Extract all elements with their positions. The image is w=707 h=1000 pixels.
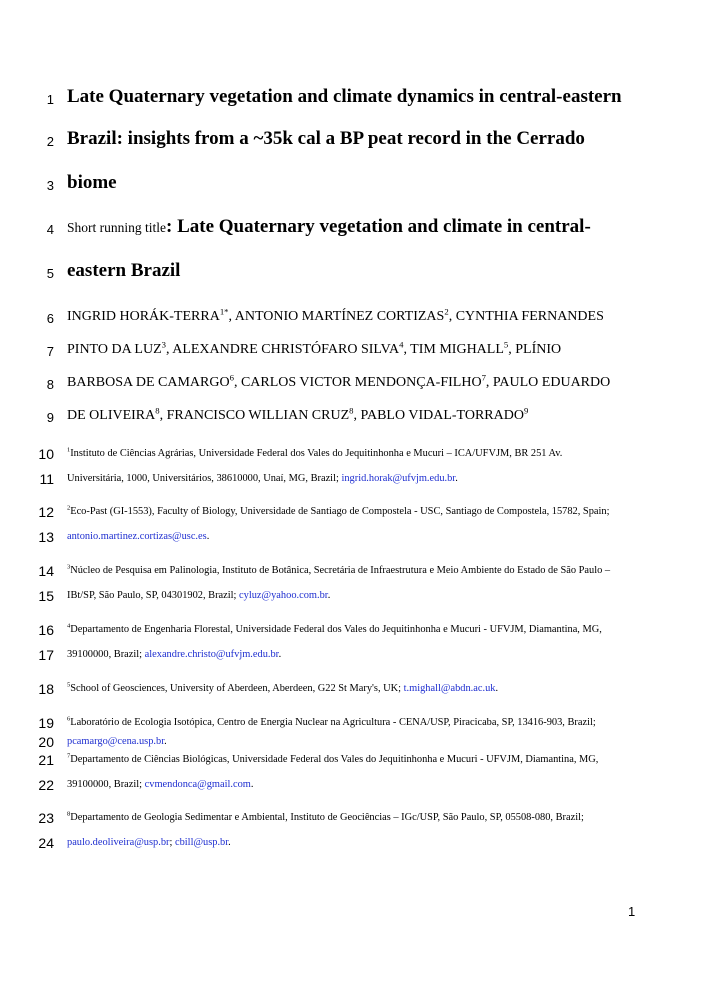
period: . [455,473,458,484]
line-number: 13 [38,529,54,545]
author-name: , ANTONIO MARTÍNEZ CORTIZAS [228,309,445,324]
author-list [67,405,529,424]
affil-marker: 2 [67,504,71,512]
affiliation [67,590,330,601]
author-affil-marker: 5 [503,339,509,350]
short-title-text: eastern Brazil [67,260,181,281]
author-affil-marker: 7 [481,372,486,383]
affil-marker: 1 [67,446,71,454]
period: . [228,837,231,848]
email-link[interactable]: antonio.martinez.cortizas@usc.es [67,531,207,542]
affiliation [67,473,458,484]
line-number: 19 [38,715,54,731]
line-number: 15 [38,588,54,604]
affiliation [67,683,498,694]
line-number: 7 [46,344,54,359]
line-number: 22 [38,777,54,793]
line-number: 14 [38,563,54,579]
line-number: 17 [38,647,54,663]
affil-marker: 3 [67,563,71,571]
affiliation [67,649,281,660]
affiliation-text: 39100000, Brazil; [67,649,145,660]
affiliation-text: Núcleo de Pesquisa em Palinologia, Instituto de Botânica, Secretária de Infraestrutura e Meio Ambiente do Estado de São Paulo – [70,565,611,576]
affil-marker: 4 [67,622,71,630]
paper-title-line: Brazil: insights from a ~35k cal a BP peat record in the Cerrado [67,128,585,149]
email-link[interactable]: pcamargo@cena.usp.br [67,736,165,747]
page-number: 1 [628,904,636,919]
affiliation [67,812,584,823]
author-name: INGRID HORÁK-TERRA [67,309,220,324]
email-link[interactable]: ingrid.horak@ufvjm.edu.br [341,473,456,484]
paper-title-line: biome [67,172,117,193]
affiliation [67,717,596,728]
author-affil-marker: 6 [229,372,234,383]
affiliation [67,624,602,635]
affiliation-text: Laboratório de Ecologia Isotópica, Centro de Energia Nuclear na Agricultura - CENA/USP, Piracicaba, SP, 13416-903, Brazil; [70,717,596,728]
line-number: 9 [46,410,54,425]
author-name: , ALEXANDRE CHRISTÓFARO SILVA [165,342,400,357]
author-affil-marker: 2 [444,306,449,317]
author-affil-marker: 9 [523,405,529,416]
author-list [67,372,611,391]
affiliation-text: Instituto de Ciências Agrárias, Universidade Federal dos Vales do Jequitinhonha e Mucuri – ICA/UFVJM, BR 251 Av. [70,448,563,459]
affiliation-text: Universitária, 1000, Universitários, 38610000, Unaí, MG, Brazil; [67,473,342,484]
line-number: 2 [46,134,54,149]
author-list [67,306,604,325]
affil-marker: 7 [67,752,71,760]
line-number: 3 [46,178,54,193]
affiliation-text: Departamento de Geologia Sedimentar e Ambiental, Instituto de Geociências – IGc/USP, São Paulo, SP, 05508-080, Brazil; [70,812,584,823]
affiliation [67,565,610,576]
author-affil-marker: 8 [155,405,160,416]
author-name: , CARLOS VICTOR MENDONÇA-FILHO [233,375,482,390]
email-link[interactable]: t.mighall@abdn.ac.uk [403,683,496,694]
author-name: , PLÍNIO [508,342,562,357]
author-name: , CYNTHIA FERNANDES [448,309,604,324]
line-number: 16 [38,622,54,638]
line-number: 20 [38,734,54,750]
affiliation-text: Eco-Past (GI-1553), Faculty of Biology, Universidade de Santiago de Compostela - USC, Santiago de Compostela, 15782, Spain; [70,506,610,517]
author-name: BARBOSA DE CAMARGO [67,375,230,390]
affil-marker: 8 [67,810,71,818]
short-title-text: Late Quaternary vegetation and climate in central- [177,216,591,237]
author-list [67,339,562,358]
author-affil-marker: 4 [399,339,404,350]
author-name: , FRANCISCO WILLIAN CRUZ [159,408,350,423]
author-affil-marker: 8 [349,405,354,416]
separator: ; [169,837,175,848]
email-link[interactable]: cyluz@yahoo.com.br [239,590,328,601]
affiliation [67,448,562,459]
author-name: PINTO DA LUZ [67,342,162,357]
affiliation [67,837,231,848]
paper-title-line: Late Quaternary vegetation and climate dynamics in central-eastern [67,86,622,107]
author-affil-marker: 1* [219,306,229,317]
short-title-colon: : [166,216,178,237]
affiliation [67,779,253,790]
affiliation-text: Departamento de Ciências Biológicas, Universidade Federal dos Vales do Jequitinhonha e Mucuri - UFVJM, Diamantina, MG, [70,754,599,765]
affil-marker: 6 [67,715,71,723]
author-affil-marker: 3 [161,339,166,350]
email-link[interactable]: paulo.deoliveira@usp.br [67,837,170,848]
author-name: , PABLO VIDAL-TORRADO [353,408,524,423]
email-link[interactable]: cbill@usp.br [174,837,229,848]
line-number: 6 [46,311,54,326]
short-running-title [67,216,591,238]
affiliation-text: IBt/SP, São Paulo, SP, 04301902, Brazil; [67,590,240,601]
affiliation [67,754,598,765]
affiliation-text: School of Geosciences, University of Aberdeen, Aberdeen, G22 St Mary's, UK; [70,683,404,694]
author-name: DE OLIVEIRA [67,408,156,423]
email-link[interactable]: alexandre.christo@ufvjm.edu.br [144,649,279,660]
line-number: 12 [38,504,54,520]
period: . [495,683,499,694]
author-name: , PAULO EDUARDO [485,375,611,390]
line-number: 11 [39,471,54,487]
affiliation [67,531,209,542]
line-number: 8 [46,377,54,392]
period: . [278,649,282,660]
author-name: , TIM MIGHALL [403,342,504,357]
line-number: 4 [46,222,54,237]
line-number: 18 [38,681,54,697]
affiliation [67,736,167,747]
affiliation-text: Departamento de Engenharia Florestal, Universidade Federal dos Vales do Jequitinhonha e Mucuri - UFVJM, Diamantina, MG, [70,624,602,635]
line-number: 1 [46,92,54,107]
short-title-label: Short running title [67,220,166,235]
period: . [206,531,210,542]
affiliation-text: 39100000, Brazil; [67,779,145,790]
email-link[interactable]: cvmendonca@gmail.com [144,779,251,790]
line-number: 24 [38,835,54,851]
affil-marker: 5 [67,681,71,689]
line-number: 21 [38,752,54,768]
line-number: 5 [46,266,54,281]
line-number: 23 [38,810,54,826]
period: . [164,736,167,747]
affiliation [67,506,610,517]
period: . [327,590,331,601]
period: . [250,779,254,790]
line-number: 10 [38,446,54,462]
